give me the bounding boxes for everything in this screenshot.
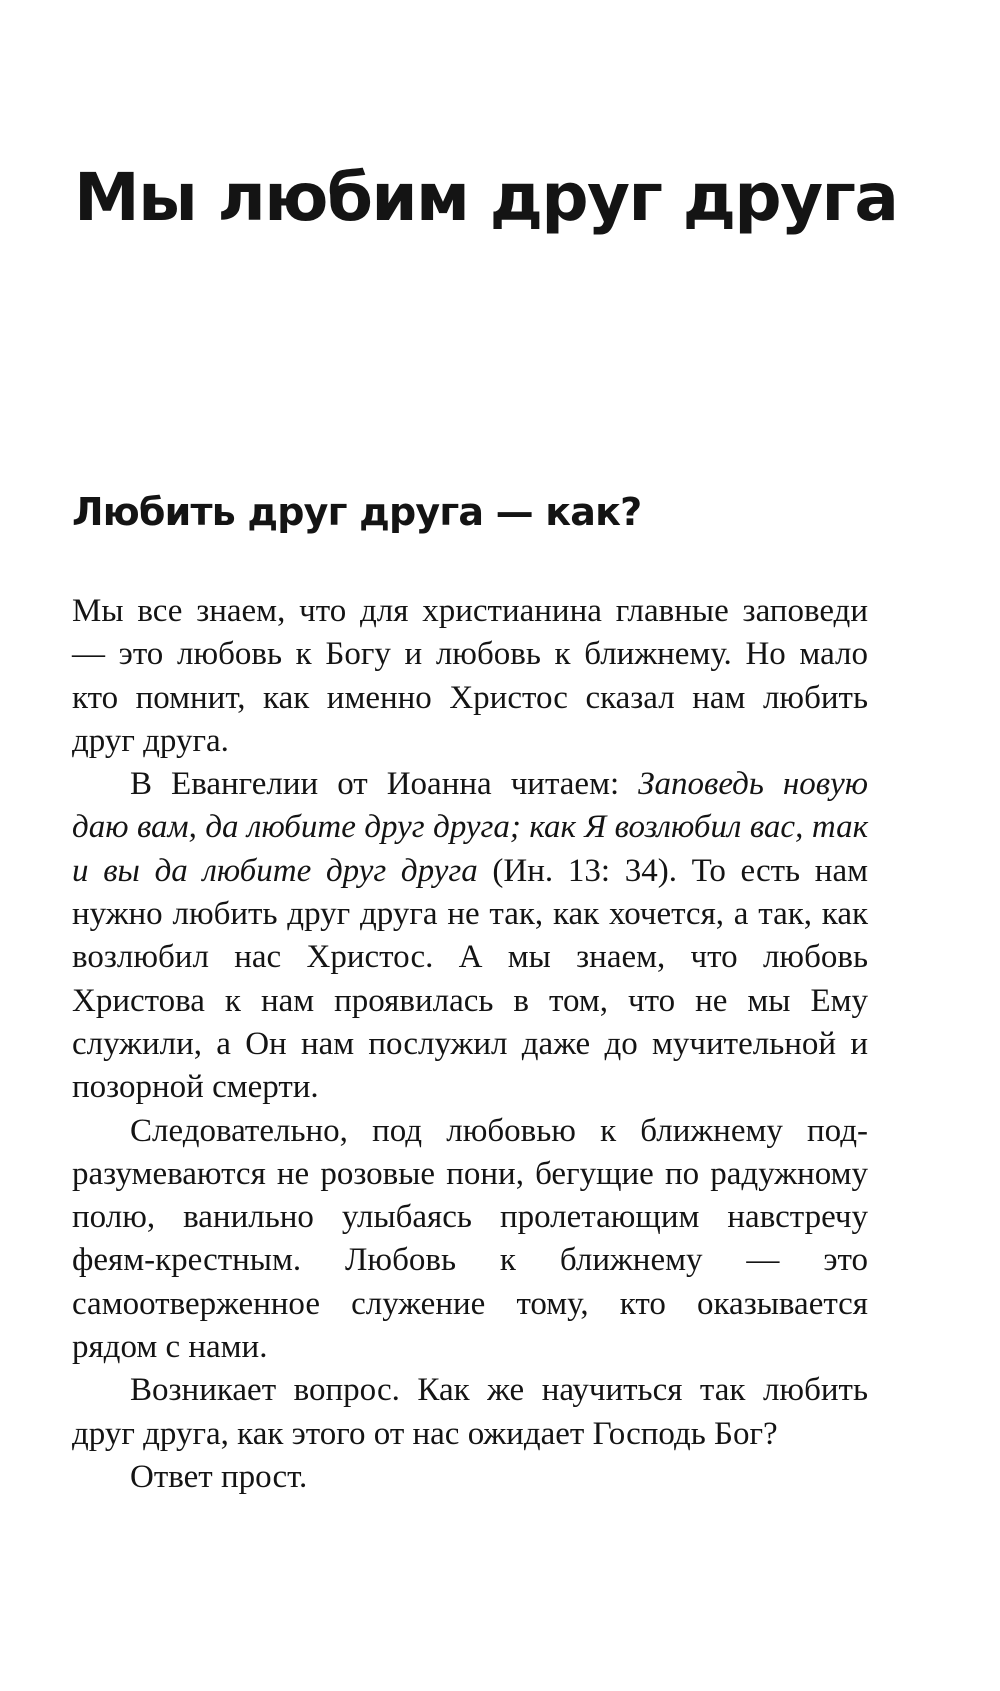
chapter-title: Мы любим друг друга bbox=[74, 159, 898, 236]
paragraph-2 bbox=[72, 763, 868, 1109]
paragraph-2-intro: В Евангелии от Иоанна читаем: bbox=[130, 766, 639, 803]
section-title: Любить друг друга — как? bbox=[72, 490, 642, 534]
paragraph-4: Возникает вопрос. Как же научиться так любить друг друга, как этого от нас ожидает Господь Бог? bbox=[72, 1372, 868, 1452]
scripture-quote: Заповедь новую даю вам, да любите друг друга; как Я возлюбил вас, так и вы да любите друг друга bbox=[72, 766, 869, 889]
paragraph-3: Следовательно, под любовью к ближнему подразумеваются не розовые пони, бегущие по радужному полю, ванильно улыбаясь пролетающим навстречу феям-крестным. Любовь к ближнему — это самоотверженное служение тому, кто оказывается рядом с нами. bbox=[72, 1112, 868, 1366]
paragraph-2-rest: То есть нам нужно любить друг друга не так, как хочется, а так, как возлюбил нас Христос. А мы знаем, что любовь Христова к нам проявилась в том, что не мы Ему служили, а Он нам послужил даже до мучительной и позорной смерти. bbox=[72, 852, 868, 1106]
paragraph-5: Ответ прост. bbox=[130, 1458, 308, 1495]
paragraph-1: Мы все знаем, что для христианина главные заповеди — это любовь к Богу и любовь к ближнему. Но мало кто помнит, как именно Христос сказал нам любить друг друга. bbox=[72, 593, 868, 759]
scripture-reference: (Ин. 13: 34). bbox=[477, 852, 677, 889]
body-text bbox=[72, 590, 868, 1499]
